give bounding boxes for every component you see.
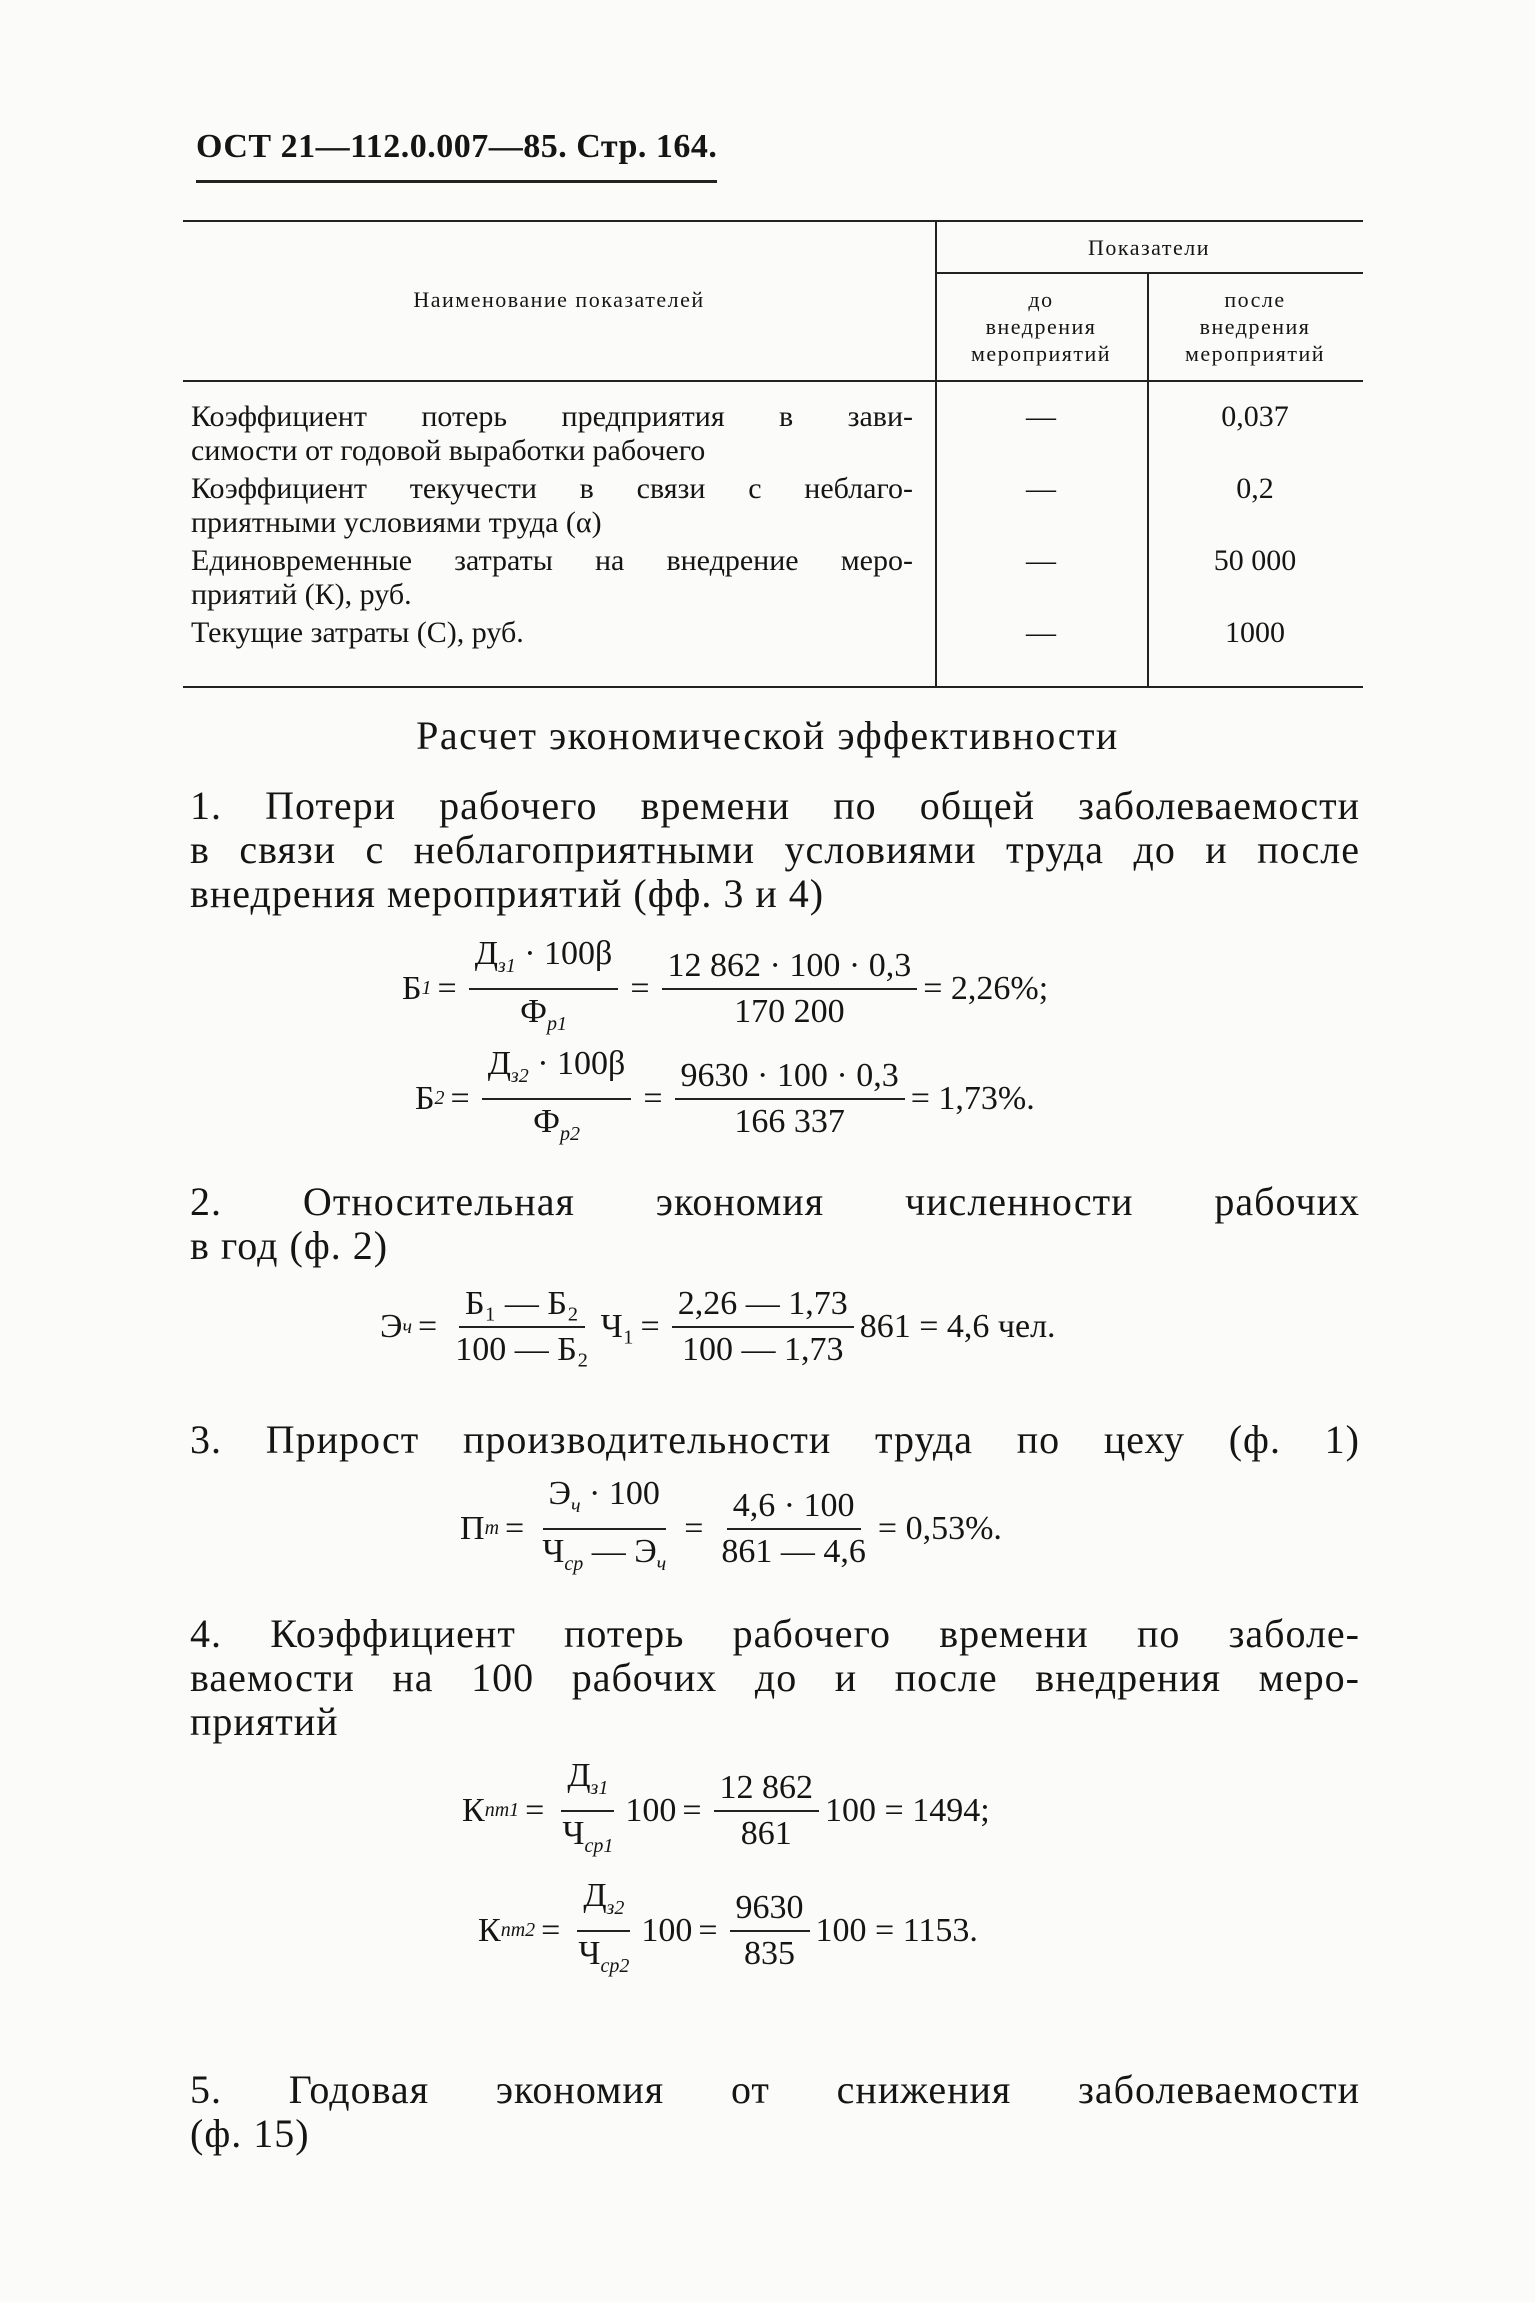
- table-header-rule: [183, 380, 1363, 382]
- column-header-group: Показатели: [1087, 235, 1211, 260]
- table-cell-after: 50 000: [1213, 544, 1297, 577]
- indicators-table: [183, 220, 1363, 690]
- formula-pt: П т = $\frac{Э_ч \cdot 100}{Ч_{ср} — Э_ч}$ = $\frac{4,6 \cdot 100}{861 — 4,6}$ = 0,53%.: [460, 1475, 1002, 1575]
- item-3-text: 3. Прирост производительности труда по цеху (ф. 1): [190, 1417, 1360, 1462]
- table-row-name: Текущие затраты (С), руб.: [191, 616, 524, 649]
- table-cell-before: —: [1026, 616, 1056, 649]
- column-header-name: Наименование показателей: [413, 287, 705, 312]
- column-header-after: после внедрения мероприятий: [1184, 287, 1325, 366]
- table-row-name: Коэффициент текучести в связи с неблаго- приятными условиями труда (α): [191, 472, 913, 539]
- item-1-text: 1. Потери рабочего времени по общей заболеваемости в связи с неблагоприятными условиями труда до и после внедрения мероприятий (фф. 3 и 4): [190, 783, 1360, 916]
- formula-b2: Б 2 = $\frac{Д_{з2} \cdot 100\beta}{Ф_{р2}}$ = $\frac{9630 \cdot 100 \cdot 0,3}{166 337}$ = 1,73%.: [415, 1045, 1035, 1145]
- table-group-rule: [935, 272, 1363, 274]
- section-title: Расчет экономической эффективности: [416, 713, 1119, 758]
- table-cell-before: —: [1026, 472, 1056, 505]
- table-bottom-rule: [183, 686, 1363, 688]
- table-cell-before: —: [1026, 400, 1056, 433]
- table-cell-after: 1000: [1225, 616, 1285, 649]
- formula-ech: Э ч = $\frac{\text{Б₁ — Б₂}}{\text{100 — Б₂}}$ Ч₁ = $\frac{2,26 — 1,73}{100 — 1,73}$ 861 = 4,6 чел.: [380, 1285, 1056, 1368]
- item-4-text: 4. Коэффициент потерь рабочего времени по заболе- ваемости на 100 рабочих до и после внедрения меро- приятий: [190, 1611, 1360, 1744]
- table-row-name: Коэффициент потерь предприятия в зави- симости от годовой выработки рабочего: [191, 400, 913, 467]
- item-5-text: 5. Годовая экономия от снижения заболеваемости (ф. 15): [190, 2067, 1360, 2156]
- formula-k2: К пт2 = $\frac{Д_{з2}}{Ч_{ср2}}$ 100 = $\frac{9630}{835}$ 100 = 1153.: [478, 1877, 978, 1977]
- table-top-rule: [183, 220, 1363, 222]
- table-cell-before: —: [1026, 544, 1056, 577]
- item-2-text: 2. Относительная экономия численности рабочих в год (ф. 2): [190, 1179, 1360, 1268]
- table-cell-after: 0,037: [1221, 400, 1289, 433]
- column-header-before: до внедрения мероприятий: [970, 287, 1111, 366]
- page-header: ОСТ 21—112.0.007—85. Стр. 164.: [196, 128, 717, 183]
- formula-b1: Б 1 = $\frac{Д_{з1} \cdot 100\beta}{Ф_{р1}}$ = $\frac{12 862 \cdot 100 \cdot 0,3}{170 200}$ = 2,26%;: [402, 935, 1049, 1035]
- table-row-name: Единовременные затраты на внедрение меро- приятий (К), руб.: [191, 544, 913, 611]
- table-cell-after: 0,2: [1236, 472, 1274, 505]
- formula-k1: К пт1 = $\frac{Д_{з1}}{Ч_{ср1}}$ 100 = $\frac{12 862}{861}$ 100 = 1494;: [462, 1757, 990, 1857]
